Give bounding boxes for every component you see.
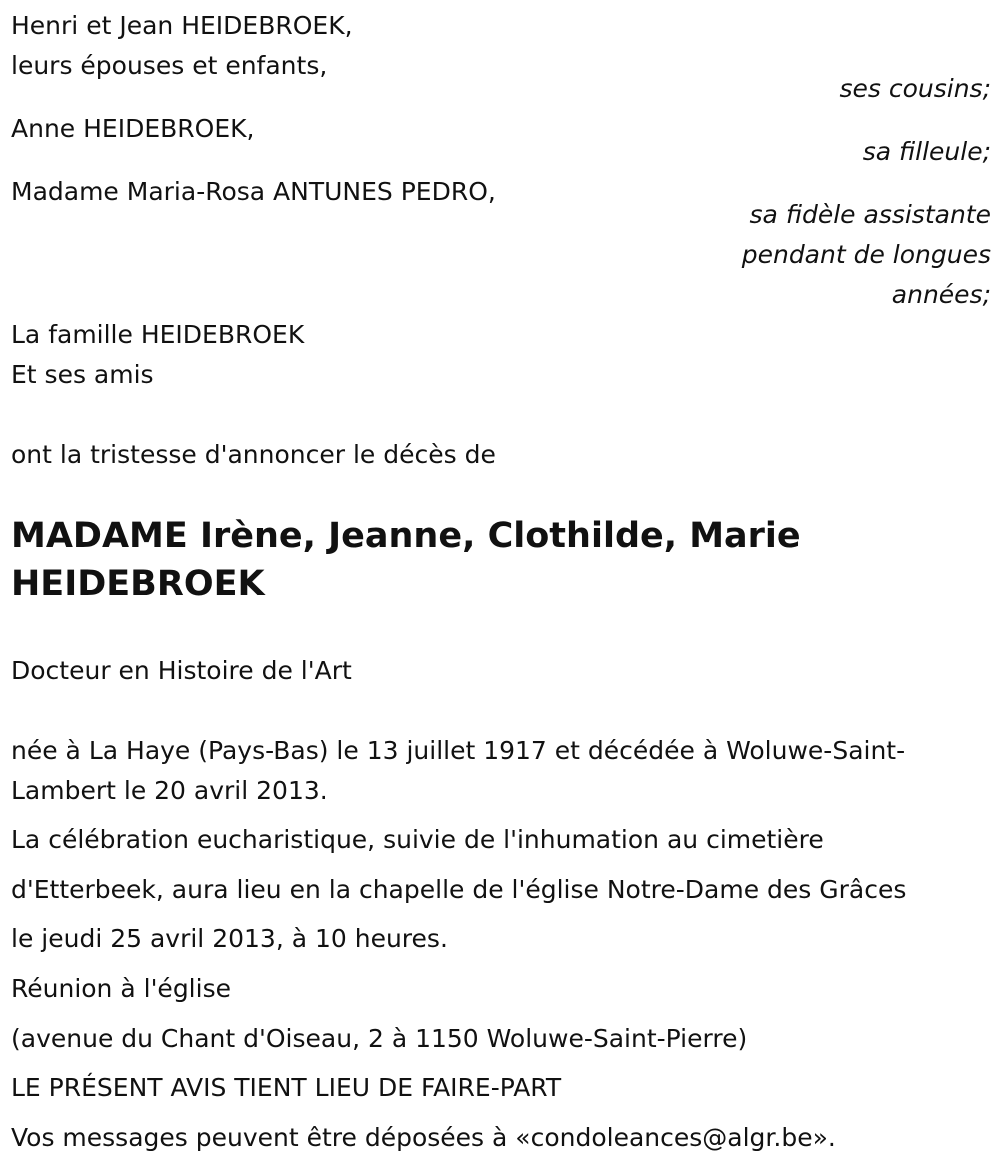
announcer-maria-rosa: Madame Maria-Rosa ANTUNES PEDRO, — [11, 177, 496, 206]
relation-cousins: ses cousins; — [839, 74, 991, 103]
announcement-text: ont la tristesse d'annoncer le décès de — [11, 440, 496, 469]
deceased-title: Docteur en Histoire de l'Art — [11, 656, 352, 685]
announcer-anne: Anne HEIDEBROEK, — [11, 114, 255, 143]
ceremony-line2: d'Etterbeek, aura lieu en la chapelle de l'église Notre-Dame des Grâces — [11, 875, 907, 904]
announcer-spouses-children: leurs épouses et enfants, — [11, 51, 328, 80]
deceased-name-line1: MADAME Irène, Jeanne, Clothilde, Marie — [11, 516, 801, 556]
relation-goddaughter: sa filleule; — [862, 137, 991, 166]
ceremony-line3: le jeudi 25 avril 2013, à 10 heures. — [11, 924, 448, 953]
relation-assistant-line1: sa fidèle assistante — [749, 200, 991, 229]
condolences-message: Vos messages peuvent être déposées à «condoleances@algr.be». — [11, 1123, 836, 1152]
ceremony-line1: La célébration eucharistique, suivie de l'inhumation au cimetière — [11, 825, 824, 854]
announcer-friends: Et ses amis — [11, 360, 154, 389]
notice-text: LE PRÉSENT AVIS TIENT LIEU DE FAIRE-PART — [11, 1073, 562, 1102]
birth-death-line1: née à La Haye (Pays-Bas) le 13 juillet 1917 et décédée à Woluwe-Saint- — [11, 736, 906, 765]
church-address: (avenue du Chant d'Oiseau, 2 à 1150 Woluwe-Saint-Pierre) — [11, 1024, 748, 1053]
relation-assistant-line3: années; — [891, 280, 991, 309]
relation-assistant-line2: pendant de longues — [741, 240, 991, 269]
announcer-henri-jean: Henri et Jean HEIDEBROEK, — [11, 11, 353, 40]
meeting-place: Réunion à l'église — [11, 974, 231, 1003]
birth-death-line2: Lambert le 20 avril 2013. — [11, 776, 328, 805]
deceased-name-line2: HEIDEBROEK — [11, 564, 265, 604]
announcer-family: La famille HEIDEBROEK — [11, 320, 305, 349]
